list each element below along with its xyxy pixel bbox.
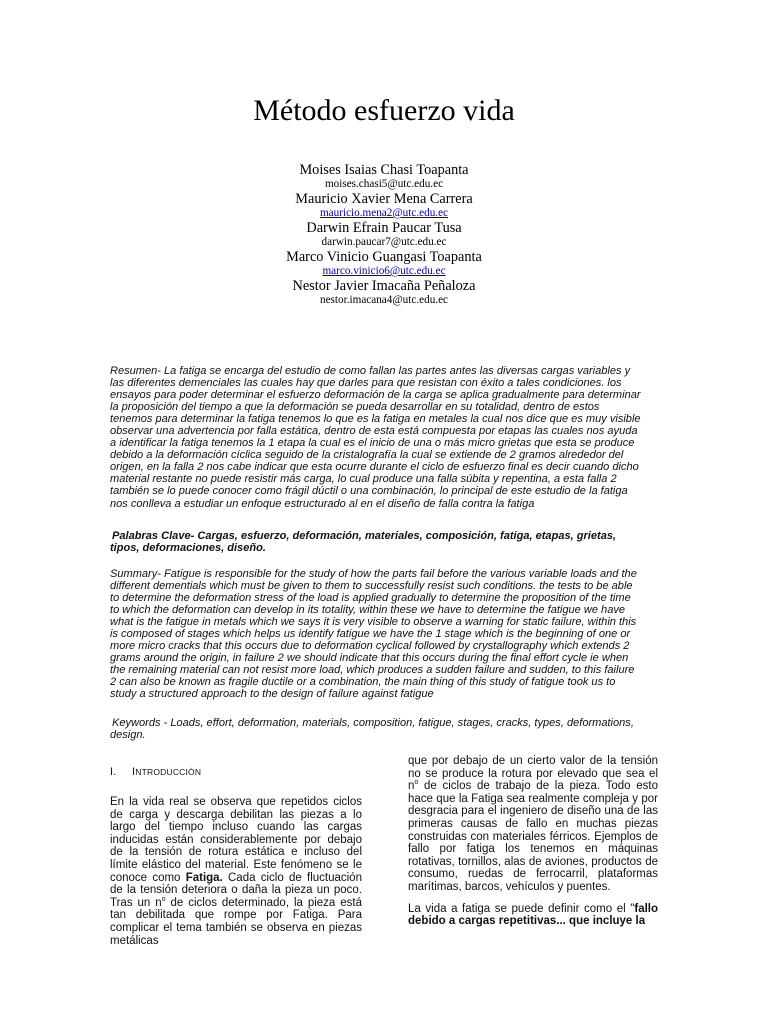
author-block [0,220,768,248]
author-block [0,162,768,190]
abstract-line: nos conlleva a estudiar un enfoque estructurado al en el diseño de falla contra la fatiga [110,497,535,510]
section-title-rest: NTRODUCCIÓN [135,767,202,777]
abstract-line: grams around the origin, in failure 2 we should indicate that this occurs during the final effort cycle ie when [110,652,629,665]
author-email: moises.chasi5@utc.edu.ec [324,178,444,190]
superscript: o [161,895,166,903]
intro-paragraph [110,796,362,947]
author-email-link[interactable]: marco.vinicio6@utc.edu.ec [322,265,446,277]
continuation-paragraph [408,755,658,894]
abstract-line: observar una advertencia por falla estática, dentro de esta está compuesta por etapas las cuales nos ayuda [110,425,638,438]
abstract-line: to which the deformation can develop in its totality, within these we have to determine the fatigue we have [110,604,626,617]
right-column [408,755,658,928]
abstract-line: también se lo puede conocer como frágil dúctil o una combinación, lo principal de este estudio de la fatiga [110,485,628,498]
author-name: Marco Vinicio Guangasi Toapanta [286,249,482,265]
keywords-line: design. [110,729,146,742]
abstract-line: tenemos para determinar la fatiga tenemos lo que es la fatiga en metales la cual nos dice que es muy visible [110,413,641,426]
author-email-link[interactable]: mauricio.mena2@utc.edu.ec [319,207,449,219]
keywords-english [110,717,660,741]
bold-term: fallo debido a cargas repetitivas... que incluye la [408,902,658,928]
left-column [110,765,362,947]
abstract-line: debido a la deformación cíclica seguido de la cristalografía la cual se extiende de 2 gramos alrededor del [110,449,624,462]
text-run: La vida a fatiga se puede definir como el " [408,902,635,915]
text-run: En la vida real se observa que repetidos ciclos de carga y descarga debilitan las piezas a lo largo del tiempo incluso cuando las cargas inducidas están considerablemente por debajo de la tensión de rotura estática e incluso del límite elástico del material. Este fenómeno se le conoce como [110,796,362,884]
abstract-line: 2 can also be known as fragile ductile or a combination, the main thing of this study of fatigue took us to [110,676,616,689]
section-heading-introduccion [110,765,362,779]
keywords-line: Keywords - Loads, effort, deformation, materials, composition, fatigue, stages, cracks, types, deformations, [112,717,634,729]
author-block [0,191,768,219]
author-name: Nestor Javier Imacaña Peñaloza [292,278,476,294]
text-run: Cada ciclo de fluctuación de la tensión deteriora o daña la pieza un poco. Tras un n [110,871,362,909]
paragraph-gap [408,894,658,903]
abstract-line: origen, en la falla 2 nos cabe indicar que esta ocurre durante el ciclo de esfuerzo final es decir cuando dicho [110,461,639,474]
keywords-line: Palabras Clave- Cargas, esfuerzo, deformación, materiales, composición, fatiga, etapas, grietas, [112,530,617,542]
author-name: Mauricio Xavier Mena Carrera [295,191,473,207]
author-name: Moises Isaias Chasi Toapanta [299,162,469,178]
abstract-line: the remaining material can not resist more load, which produces a sudden failure and sudden, to this failure [110,664,635,677]
abstract-line: ensayos para poder determinar el esfuerzo deformación de la carga se aplica gradualmente para determinar [110,389,641,402]
text-run: de ciclos de trabajo de la pieza. Todo esto hace que la Fatiga sea realmente compleja y por desgracia para el ingeniero de diseño una de las primeras causas de fallo en muchas piezas construidas con materiales férricos. Ejemplos de fallo por fatiga los tenemos en máquinas rotativas, tornillos, alas de aviones, productos de consumo, ruedas de ferrocarril, plataformas marítimas, barcos, vehículos y puentes. [408,780,658,893]
abstract-line: Resumen- La fatiga se encarga del estudio de como fallan las partes antes las diversas cargas variables y [110,365,631,377]
abstract-line: more micro cracks that this occurs due to deformation cyclical followed by crystallography which extends 2 [110,640,630,653]
author-email: darwin.paucar7@utc.edu.ec [321,236,447,248]
paper-title: Método esfuerzo vida [253,94,515,127]
abstract-line: what is the fatigue in metals which we says it is very visible to observe a warning for static failure, within this [110,616,637,629]
superscript: o [414,779,419,787]
resumen-abstract [110,365,660,510]
abstract-line: la proposición del tiempo a que la deformación se pueda desarrollar en su totalidad, dentro de estos [110,401,600,414]
summary-abstract [110,568,660,701]
abstract-line: las diferentes demenciales las cuales hay que darles para que resistan con éxito a tales condiciones. los [110,377,622,390]
abstract-line: material restante no puede resistir más carga, lo cual produce una falla súbita y repentina, a esta falla 2 [110,473,617,486]
text-run: que por debajo de un cierto valor de la tensión no se produce la rotura por elevado que sea el n [408,755,658,793]
author-block [0,249,768,277]
keywords-line: tipos, deformaciones, diseño. [110,542,266,555]
abstract-line: to determine the deformation stress of the load is applied gradually to determine the proposition of the time [110,592,631,605]
palabras-clave [110,530,660,554]
abstract-line: is composed of stages which helps us identify fatigue we have the 1 stage which is the beginning of one or [110,628,631,641]
text-run: de ciclos determinado, la pieza está tan debilitada que rompe por Fatiga. Para complicar el tema también se observa en piezas metálicas [110,896,362,947]
author-email: nestor.imacana4@utc.edu.ec [319,294,449,306]
abstract-line: Summary- Fatigue is responsible for the study of how the parts fail before the various variable loads and the [110,568,637,580]
author-name: Darwin Efrain Paucar Tusa [306,220,462,236]
author-block [0,278,768,306]
abstract-line: study a structured approach to the design of failure against fatigue [110,688,434,701]
section-number: I. [110,766,117,778]
author-list [0,162,768,307]
abstract-line: a identificar la fatiga tenemos la 1 etapa la cual es el inicio de una o más micro grietas que esta se produce [110,437,635,450]
section-title-initial: I [132,766,136,778]
bold-term: Fatiga. [185,871,223,884]
abstract-line: different dementials which must be given to them to successfully resist such conditions. the tests to be able [110,580,633,593]
vida-fatiga-paragraph [408,903,658,928]
